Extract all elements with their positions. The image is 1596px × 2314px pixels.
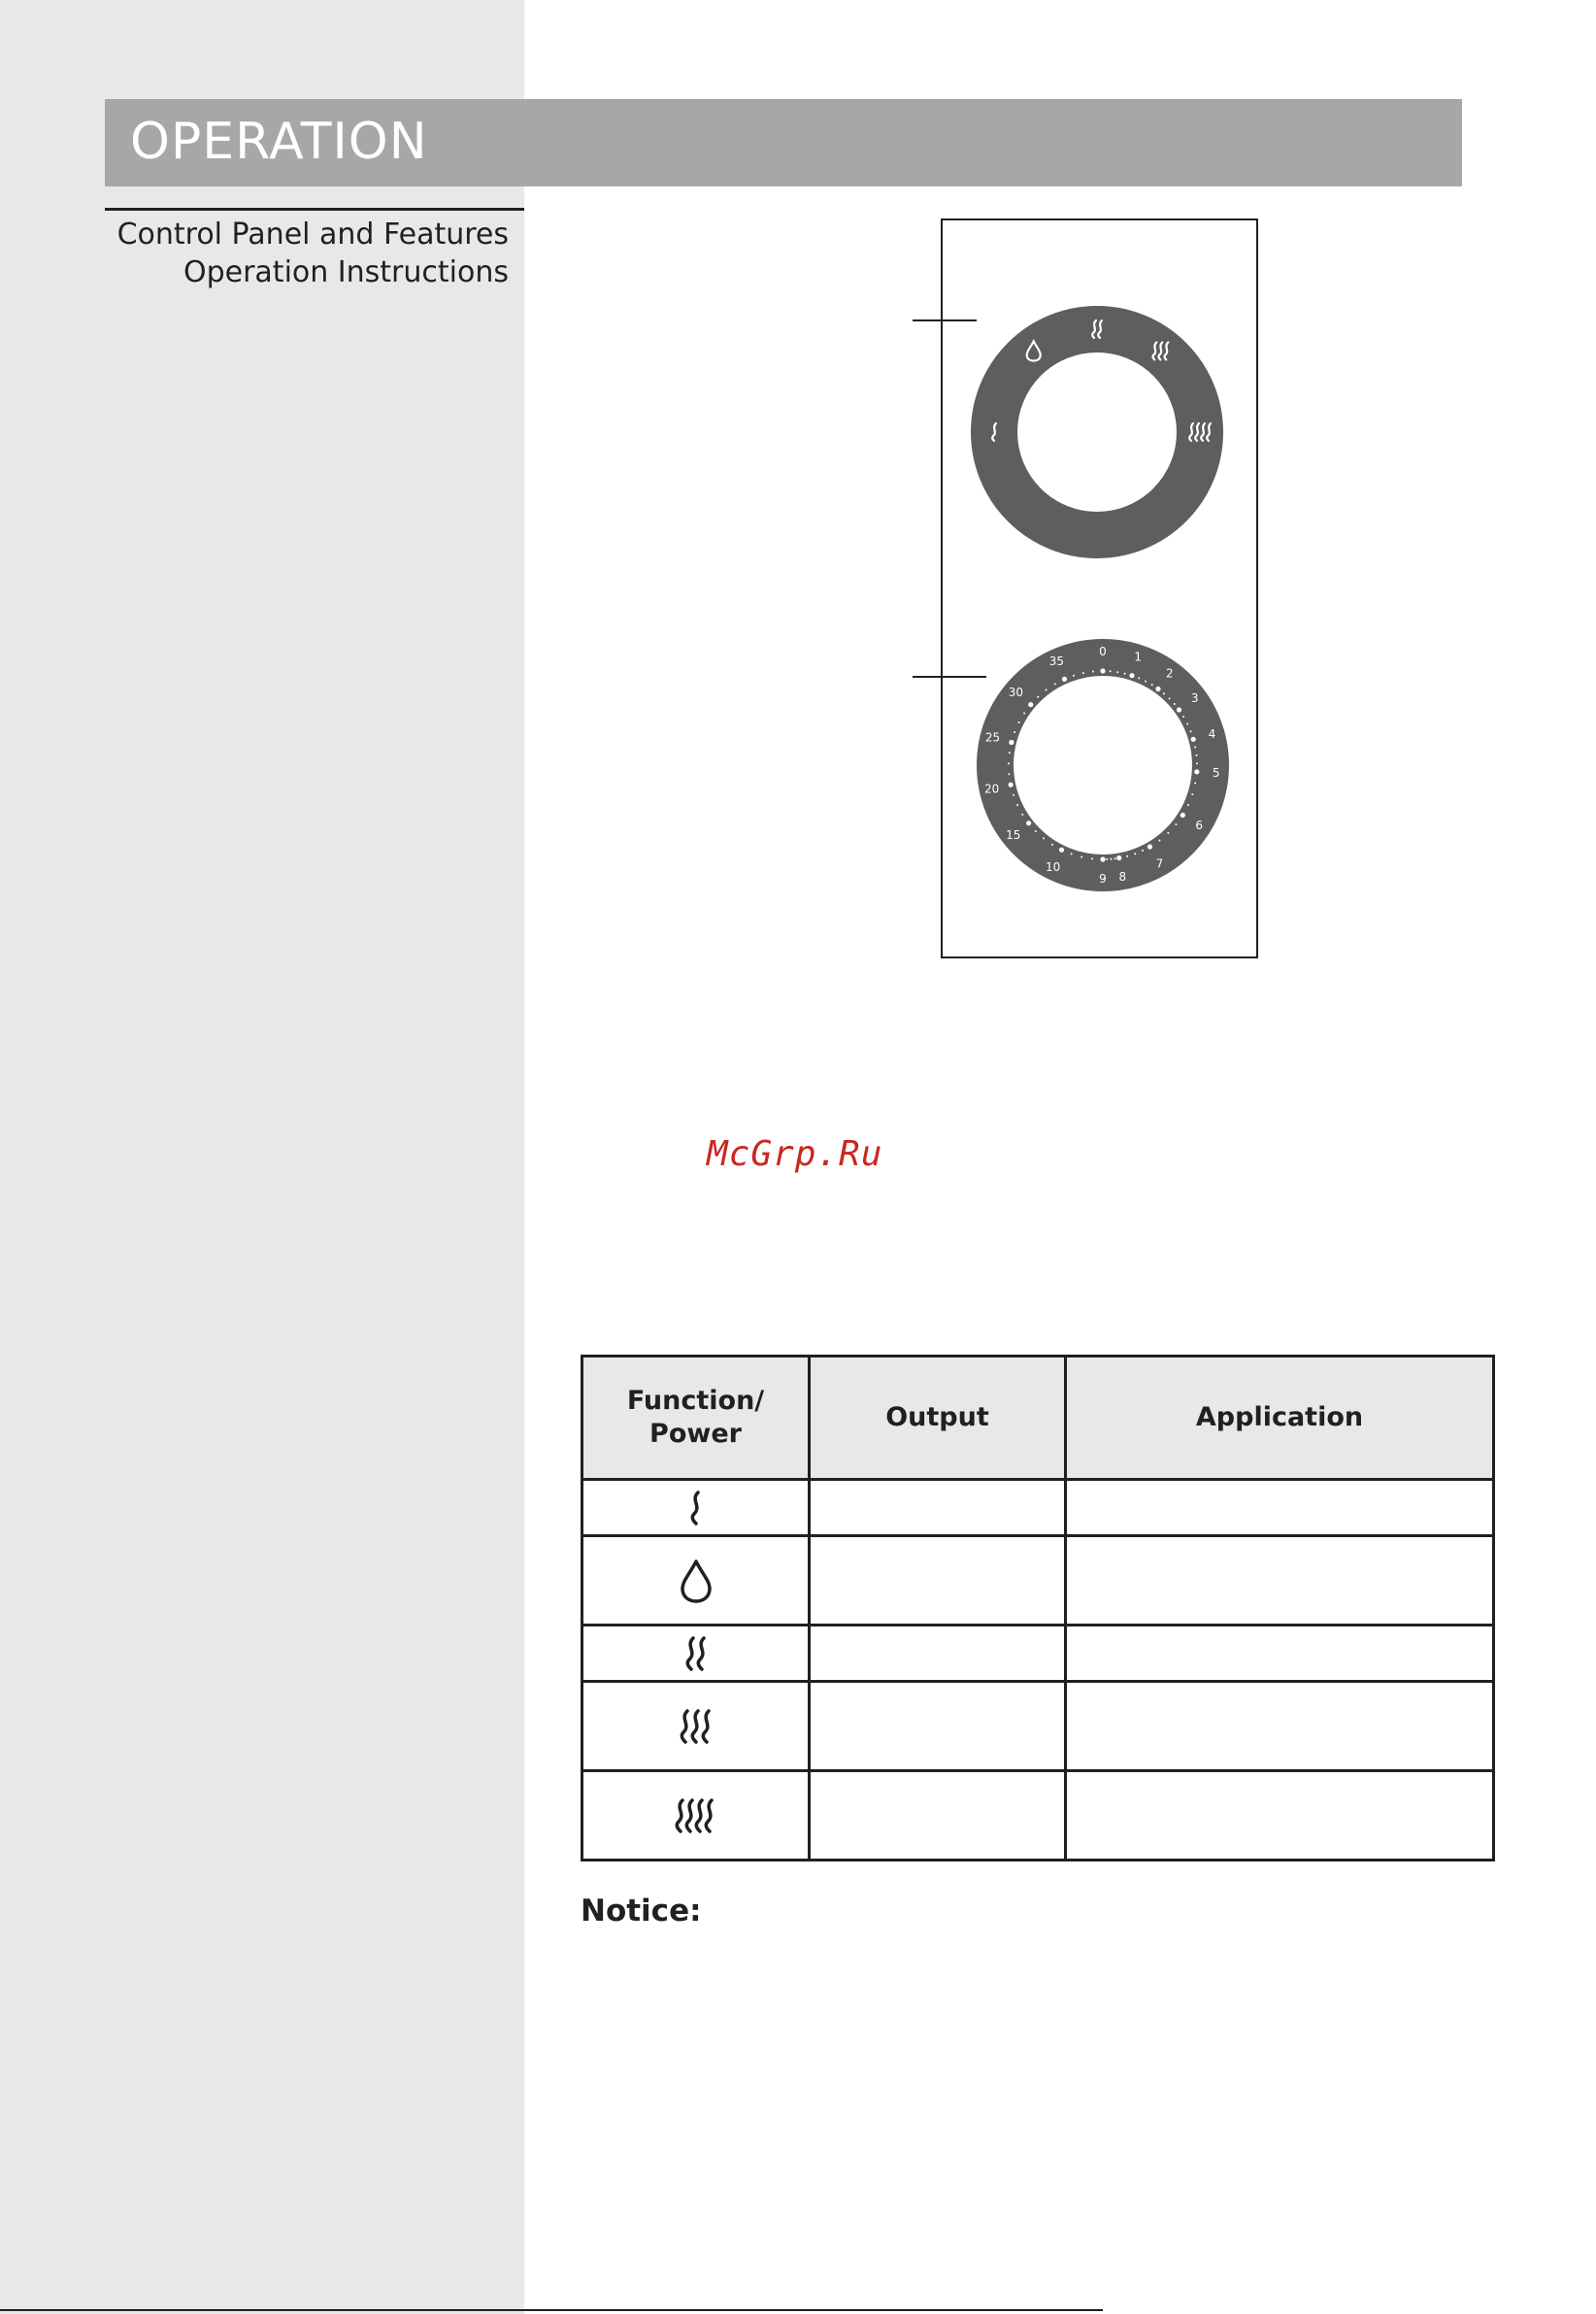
table-cell-application (1066, 1480, 1494, 1536)
timer-label: 0 (1099, 645, 1107, 658)
timer-minor-dot (1142, 850, 1144, 852)
timer-minor-dot (1194, 783, 1196, 785)
timer-major-dot (1191, 737, 1196, 742)
timer-minor-dot (1081, 856, 1082, 858)
timer-minor-dot (1182, 716, 1184, 718)
table-cell-function (582, 1480, 810, 1536)
sidebar-item-control-panel[interactable]: Control Panel and Features (116, 218, 509, 252)
timer-minor-dot (1187, 804, 1189, 806)
table-cell-output (810, 1771, 1066, 1861)
table-cell-function (582, 1536, 810, 1626)
timer-minor-dot (1174, 703, 1176, 705)
table-row (582, 1480, 1494, 1536)
timer-label: 4 (1208, 726, 1216, 741)
timer-minor-dot (1043, 837, 1045, 839)
timer-major-dot (1194, 769, 1199, 774)
timer-major-dot (1009, 783, 1014, 788)
timer-major-dot (1059, 848, 1064, 853)
timer-minor-dot (1021, 814, 1023, 816)
table-cell-output (810, 1626, 1066, 1682)
timer-minor-dot (1092, 671, 1094, 673)
timer-label: 10 (1046, 860, 1061, 875)
timer-minor-dot (1158, 840, 1160, 842)
timer-major-dot (1155, 687, 1160, 691)
table-cell-application (1066, 1626, 1494, 1682)
timer-minor-dot (1163, 692, 1165, 694)
header-application: Application (1066, 1357, 1494, 1480)
timer-minor-dot (1124, 673, 1126, 675)
page-title: OPERATION (130, 113, 428, 171)
timer-label: 30 (1008, 685, 1024, 699)
timer-major-dot (1062, 677, 1067, 682)
watermark: McGrp.Ru (707, 1134, 883, 1174)
timer-major-dot (1180, 813, 1185, 818)
timer-minor-dot (1008, 762, 1010, 764)
timer-major-dot (1026, 821, 1031, 825)
table-row (582, 1682, 1494, 1771)
timer-minor-dot (1082, 672, 1084, 674)
timer-label: 8 (1118, 870, 1127, 885)
timer-minor-dot (1037, 696, 1039, 698)
table-header-row (582, 1357, 1494, 1480)
timer-minor-dot (1106, 858, 1108, 860)
timer-label: 2 (1165, 666, 1174, 681)
timer-minor-dot (1111, 858, 1113, 860)
low-power-icon (677, 1489, 715, 1527)
footer-rule (0, 2309, 1103, 2311)
high-power-icon (672, 1796, 720, 1835)
timer-minor-dot (1016, 804, 1018, 806)
timer-label: 7 (1155, 856, 1164, 871)
notice-label: Notice: (581, 1894, 702, 1928)
timer-minor-dot (1013, 794, 1014, 796)
table-cell-function (582, 1626, 810, 1682)
timer-minor-dot (1191, 793, 1193, 795)
table-cell-function (582, 1682, 810, 1771)
timer-label: 20 (983, 782, 1000, 796)
timer-minor-dot (1126, 855, 1128, 857)
timer-minor-dot (1196, 762, 1198, 764)
timer-minor-dot (1138, 677, 1140, 679)
sidebar-item-operation-instructions[interactable]: Operation Instructions (183, 255, 509, 289)
timer-minor-dot (1073, 675, 1075, 677)
timer-major-dot (1116, 855, 1121, 860)
timer-major-dot (1100, 668, 1105, 673)
table-row (582, 1771, 1494, 1861)
timer-label: 15 (1006, 828, 1021, 842)
timer-minor-dot (1175, 823, 1177, 825)
timer-major-dot (1177, 707, 1181, 712)
timer-major-dot (1147, 844, 1152, 849)
table-cell-function (582, 1771, 810, 1861)
timer-minor-dot (1091, 857, 1093, 859)
power-function-table (581, 1355, 1495, 1861)
table-row (582, 1536, 1494, 1626)
table-cell-application (1066, 1682, 1494, 1771)
timer-minor-dot (1054, 683, 1056, 685)
timer-minor-dot (1046, 689, 1047, 691)
header-power-label: Power (649, 1419, 742, 1449)
timer-minor-dot (1018, 721, 1020, 723)
timer-label: 9 (1099, 872, 1107, 886)
timer-minor-dot (1071, 853, 1073, 855)
timer-major-dot (1129, 673, 1134, 678)
header-output: Output (810, 1357, 1066, 1480)
timer-minor-dot (1186, 723, 1188, 725)
timer-minor-dot (1151, 684, 1153, 686)
medium-high-power-icon (675, 1707, 717, 1746)
timer-minor-dot (1194, 747, 1196, 749)
table-cell-output (810, 1682, 1066, 1771)
timer-label: 25 (984, 730, 1001, 745)
timer-major-dot (1028, 702, 1033, 707)
header-function-power (582, 1357, 810, 1480)
timer-major-dot (1100, 856, 1105, 861)
timer-label: 6 (1195, 819, 1204, 832)
table-cell-application (1066, 1536, 1494, 1626)
timer-minor-dot (1169, 697, 1171, 699)
timer-minor-dot (1035, 830, 1037, 832)
timer-minor-dot (1009, 752, 1011, 754)
timer-label: 5 (1212, 766, 1220, 781)
timer-minor-dot (1008, 773, 1010, 775)
timer-minor-dot (1023, 713, 1025, 715)
timer-minor-dot (1051, 844, 1053, 846)
timer-minor-dot (1114, 857, 1116, 859)
defrost-icon (677, 1558, 715, 1604)
table-cell-output (810, 1536, 1066, 1626)
timer-label: 3 (1190, 691, 1199, 706)
timer-label: 35 (1048, 654, 1065, 669)
timer-minor-dot (1190, 730, 1192, 732)
table-cell-application (1066, 1771, 1494, 1861)
timer-major-dot (1009, 740, 1014, 745)
timer-minor-dot (1134, 853, 1136, 855)
timer-minor-dot (1014, 731, 1015, 733)
header-function-label: Function/ (626, 1386, 765, 1416)
timer-label: 1 (1134, 650, 1143, 664)
timer-minor-dot (1110, 670, 1112, 672)
timer-minor-dot (1196, 755, 1198, 756)
table-row (582, 1626, 1494, 1682)
timer-minor-dot (1167, 832, 1169, 834)
timer-dial[interactable] (995, 657, 1211, 873)
medium-low-power-icon (677, 1634, 715, 1673)
table-cell-output (810, 1480, 1066, 1536)
timer-minor-dot (1145, 681, 1147, 683)
timer-minor-dot (1116, 671, 1118, 673)
power-dial[interactable] (994, 329, 1200, 535)
